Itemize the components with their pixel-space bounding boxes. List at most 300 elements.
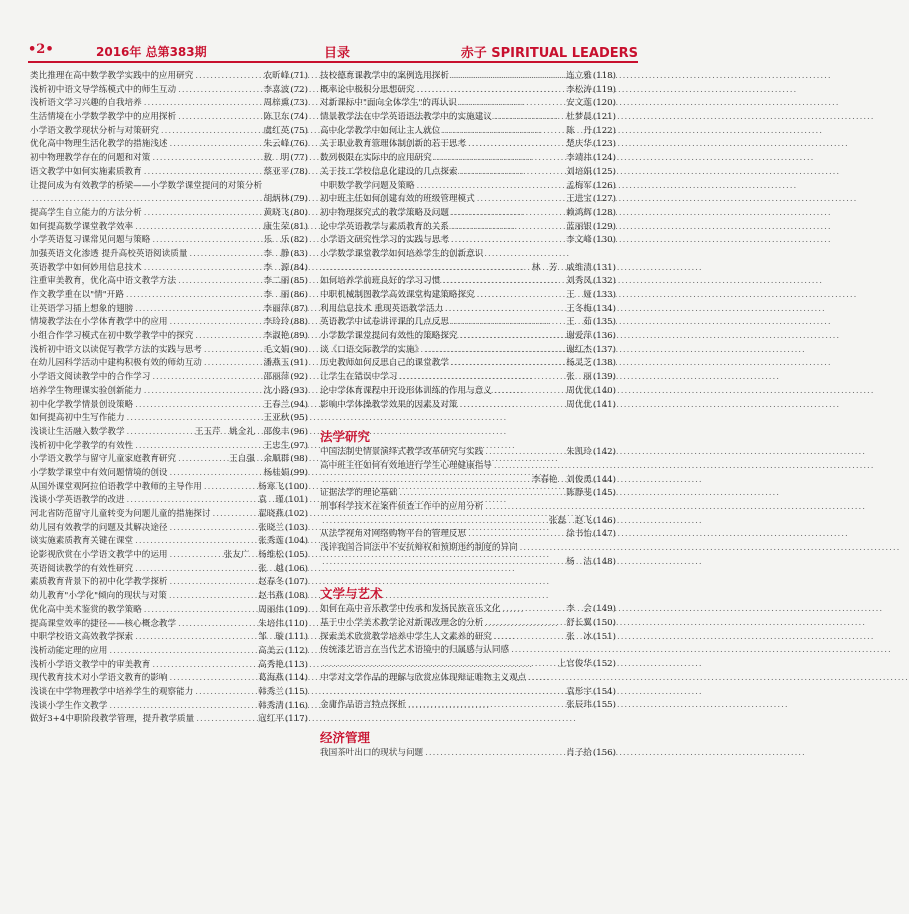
toc-entry xyxy=(30,412,308,426)
entry-leader-dots xyxy=(127,426,193,440)
entry-author: 李 源 xyxy=(263,262,290,273)
entry-page: (128) xyxy=(592,207,616,218)
entry-page: (93) xyxy=(290,385,308,396)
entry-page: (89) xyxy=(290,331,308,342)
toc-entry xyxy=(320,631,616,645)
toc-entry xyxy=(320,70,616,84)
toc-entry xyxy=(320,357,616,371)
entry-leader-dots xyxy=(161,125,262,139)
entry-leader-dots xyxy=(451,70,564,84)
entry-author: 王玉芹 姚全礼 邵俊丰 xyxy=(194,426,290,437)
entry-title: 让英语学习插上想象的翅膀 xyxy=(30,303,134,314)
entry-title: 刑事科学技术在案件侦查工作中的应用分析 xyxy=(320,501,484,512)
entry-title: 探索美术欣赏教学培养中学生人文素养的研究 xyxy=(320,631,492,642)
entry-leader-dots xyxy=(195,686,256,700)
entry-page: (155) xyxy=(592,700,616,711)
toc-entry xyxy=(30,549,308,563)
toc-entry xyxy=(30,453,308,467)
entry-title: 类比推理在高中数学教学实践中的应用研究 xyxy=(30,71,194,81)
entry-title: 小学语文阅读教学中的合作学习 xyxy=(30,372,151,383)
entry-page: (135) xyxy=(592,317,616,328)
arts-list xyxy=(320,603,616,713)
entry-title: 英语教学中试卷讲评课的几点反思 xyxy=(320,317,449,328)
toc-entry xyxy=(30,563,308,577)
entry-leader-dots xyxy=(135,440,261,454)
entry-page: (103) xyxy=(284,522,308,533)
toc-right-column xyxy=(320,70,616,761)
toc-entry xyxy=(320,460,616,474)
entry-author: 朱云峰 xyxy=(263,139,290,150)
entry-page: (106) xyxy=(284,563,308,574)
entry-leader-dots xyxy=(135,535,256,549)
entry-leader-dots xyxy=(135,303,261,317)
entry-title: 浅析语文学习兴趣的自我培养 xyxy=(30,98,142,109)
entry-page: (140) xyxy=(592,385,616,396)
entry-leader-dots xyxy=(460,399,565,413)
entry-page: (137) xyxy=(592,344,616,355)
entry-title: 小组合作学习模式在初中数学教学中的探究 xyxy=(30,331,194,342)
entry-leader-dots xyxy=(127,494,257,508)
entry-title: 如何提高数学课堂教学效率 xyxy=(30,221,134,232)
toc-entry xyxy=(30,508,308,522)
entry-author: 翟晓燕 xyxy=(258,509,284,519)
entry-leader-dots xyxy=(425,747,564,761)
entry-title: 浅析小学语文教学中的审美教育 xyxy=(30,659,151,670)
entry-author: 楚庆华 xyxy=(566,139,592,150)
entry-leader-dots xyxy=(528,672,614,686)
entry-title: 幼儿园有效教学的问题及其解决途径 xyxy=(30,522,168,533)
entry-page: (107) xyxy=(284,577,308,588)
entry-title: 浅析初中化学教学的有效性 xyxy=(30,440,134,451)
entry-leader-dots xyxy=(170,672,257,686)
toc-entry xyxy=(320,446,616,460)
entry-page: (118) xyxy=(592,71,616,81)
entry-title: 数列极限在实际中的应用研究 xyxy=(320,153,432,164)
toc-entry xyxy=(320,125,616,139)
entry-title: 英语阅读教学的有效性研究 xyxy=(30,563,134,574)
toc-entry xyxy=(30,344,308,358)
entry-page: (72) xyxy=(290,84,308,95)
entry-page: (73) xyxy=(290,98,308,109)
entry-title: 情景教学法在中学英语语法教学中的实施建议 xyxy=(320,112,492,123)
entry-title: 论中学体育课程中开设形体训练的作用与意义 xyxy=(320,385,492,396)
entry-title: 初中物理探究式的教学策略及问题 xyxy=(320,207,449,218)
toc-entry xyxy=(30,330,308,344)
toc-entry xyxy=(320,385,616,399)
entry-page: (131) xyxy=(592,262,616,273)
entry-page: (88) xyxy=(290,317,308,328)
toc-entry xyxy=(30,371,308,385)
entry-leader-dots xyxy=(212,508,256,522)
toc-entry xyxy=(320,344,616,358)
entry-author: 上官俊华 xyxy=(557,659,592,670)
entry-author: 王春兰 xyxy=(263,399,290,410)
entry-leader-dots xyxy=(195,330,261,344)
entry-page: (76) xyxy=(290,139,308,150)
entry-author: 李靖祎 xyxy=(566,153,592,164)
entry-page: (114) xyxy=(284,673,308,684)
toc-entry xyxy=(320,289,616,303)
entry-leader-dots xyxy=(170,522,257,536)
entry-title: 高中化学教学中如何让主人就位 xyxy=(320,125,441,136)
entry-page: (134) xyxy=(592,303,616,314)
entry-title: 小学数学课堂提问有效性的策略探究 xyxy=(320,331,458,342)
entry-author: 杜梦晨 xyxy=(566,112,592,123)
toc-entry xyxy=(320,111,616,125)
entry-title: 初中班主任如何创建有效的班级管理模式 xyxy=(320,194,475,205)
toc-entry xyxy=(320,528,616,542)
entry-title: 技校德育课教学中的案例选用探析 xyxy=(320,71,449,81)
entry-author: 张 冰 xyxy=(566,631,592,642)
entry-title: 从国外课堂观阿拉伯语教学中教师的主导作用 xyxy=(30,481,202,492)
toc-entry xyxy=(30,576,308,590)
entry-author: 王 茹 xyxy=(566,317,592,328)
entry-leader-dots xyxy=(204,357,262,371)
entry-author: 陈静斐 xyxy=(566,488,592,499)
entry-page: (74) xyxy=(290,112,308,123)
toc-entry xyxy=(30,481,308,495)
entry-page: (100) xyxy=(284,481,308,492)
toc-entry xyxy=(30,84,308,98)
entry-author: 张磊 赵飞 xyxy=(548,515,592,526)
entry-leader-dots xyxy=(178,111,261,125)
law-list xyxy=(320,446,616,569)
entry-leader-dots xyxy=(434,152,564,166)
entry-leader-dots xyxy=(442,125,564,139)
entry-leader-dots xyxy=(468,138,564,152)
toc-entry xyxy=(30,111,308,125)
header-rule xyxy=(28,61,638,63)
toc-entry xyxy=(320,303,616,317)
entry-page: (81) xyxy=(290,221,308,232)
section-title-econ: 经济管理 xyxy=(320,729,371,745)
entry-title: 英语教学中如何妙用信息技术 xyxy=(30,262,142,273)
entry-title: 利用信息技术 重现英语教学活力 xyxy=(320,303,444,314)
entry-author: 王 娅 xyxy=(566,290,592,300)
entry-page: (115) xyxy=(284,686,308,697)
entry-author: 陈 丹 xyxy=(566,125,592,136)
entry-leader-dots xyxy=(425,344,564,358)
entry-leader-dots xyxy=(152,152,261,166)
entry-author: 刘培娟 xyxy=(566,166,592,177)
entry-leader-dots xyxy=(322,515,547,529)
entry-page: (139) xyxy=(592,372,616,383)
entry-leader-dots xyxy=(144,385,262,399)
entry-leader-dots xyxy=(451,207,564,221)
entry-page: (144) xyxy=(592,474,616,485)
entry-leader-dots xyxy=(169,590,256,604)
toc-entry-title-line: 小学数学课堂教学如何培养学生的创新意识 xyxy=(320,248,484,259)
entry-title: 加强英语文化渗透 提升高校英语阅读质量 xyxy=(30,248,188,259)
toc-entry xyxy=(320,617,616,631)
entry-author: 敖 明 xyxy=(263,153,290,164)
entry-author: 寇红平 xyxy=(258,714,284,725)
entry-title: 让学生在错误中学习 xyxy=(320,372,398,383)
entry-title: 谈《口语交际教学的实施》 xyxy=(320,344,424,355)
toc-entry xyxy=(320,644,616,658)
entry-page: (152) xyxy=(592,659,616,670)
entry-author: 王忠生 xyxy=(263,440,290,451)
entry-leader-dots xyxy=(502,603,564,617)
entry-title: 传统漆艺语言在当代艺术语境中的归属感与认同感 xyxy=(320,645,510,656)
entry-title: 浅析初中语文以读促写教学方法的实践与思考 xyxy=(30,344,202,355)
entry-author: 潘燕玉 xyxy=(263,358,290,369)
entry-page: (150) xyxy=(592,618,616,629)
entry-title: 语文教学中如何实施素质教育 xyxy=(30,166,142,177)
entry-title: 如何提高初中生写作能力 xyxy=(30,413,125,424)
toc-entry xyxy=(30,138,308,152)
page-number: •2• xyxy=(28,42,54,57)
toc-entry xyxy=(320,193,616,207)
toc-entry xyxy=(30,590,308,604)
entry-author: 杨灵芝 xyxy=(566,358,592,369)
entry-author: 张友广 杨维松 xyxy=(223,550,284,561)
entry-author: 李 会 xyxy=(566,604,592,615)
entry-title: 我国茶叶出口的现状与问题 xyxy=(320,747,424,758)
entry-leader-dots xyxy=(451,357,564,371)
entry-page: (84) xyxy=(290,262,308,273)
toc-entry xyxy=(320,262,616,276)
entry-author: 徐书怡 xyxy=(566,529,592,540)
entry-title: 如何培养学前班良好的学习习惯 xyxy=(320,276,441,287)
toc-entry xyxy=(320,658,616,672)
entry-leader-dots xyxy=(178,453,227,467)
entry-title: 谈实施素质教育关键在课堂 xyxy=(30,536,134,547)
entry-title: 河北省防范留守儿童转变为问题儿童的措施探讨 xyxy=(30,509,211,519)
entry-author: 王冬梅 xyxy=(566,303,592,314)
entry-page: (132) xyxy=(592,276,616,287)
entry-leader-dots xyxy=(399,371,564,385)
entry-title: 浅谈小学生作文教学 xyxy=(30,700,108,711)
entry-page: (94) xyxy=(290,399,308,410)
entry-leader-dots xyxy=(170,576,257,590)
entry-author: 杨 洁 xyxy=(566,556,592,567)
toc-entry xyxy=(320,275,616,289)
entry-author: 谢爱萍 xyxy=(566,331,592,342)
entry-leader-dots xyxy=(477,193,564,207)
entry-author: 王亚秋 xyxy=(263,413,290,424)
entry-leader-dots xyxy=(460,330,565,344)
entry-leader-dots xyxy=(322,474,530,488)
toc-entry xyxy=(30,399,308,413)
entry-author: 朱凯玲 xyxy=(566,447,592,458)
entry-leader-dots xyxy=(178,618,256,632)
entry-author: 沈小路 xyxy=(263,385,290,396)
toc-entry xyxy=(30,686,308,700)
entry-author: 袁彤宇 xyxy=(566,686,592,697)
toc-entry xyxy=(30,125,308,139)
entry-leader-dots xyxy=(189,248,261,262)
entry-page: (145) xyxy=(592,488,616,499)
entry-leader-dots xyxy=(485,617,564,631)
entry-title: 从法学视角对网络购物平台的管理反思 xyxy=(320,529,467,540)
entry-author: 肖子拾 xyxy=(566,747,592,758)
toc-entry xyxy=(30,535,308,549)
entry-title: 影响中学体操教学效果的因素及对策 xyxy=(320,399,458,410)
entry-title: 情境教学法在小学体育教学中的应用 xyxy=(30,317,168,328)
entry-author: 李玲玲 xyxy=(263,317,290,328)
entry-page: (121) xyxy=(592,112,616,123)
entry-page: (154) xyxy=(592,686,616,697)
toc-entry xyxy=(30,426,308,440)
entry-leader-dots xyxy=(460,166,565,180)
entry-title: 中职机械制图教学高效课堂构建策略探究 xyxy=(320,290,475,300)
toc-entry xyxy=(320,686,616,700)
toc-entry xyxy=(320,330,616,344)
toc-entry xyxy=(320,542,616,556)
toc-entry xyxy=(30,152,308,166)
entry-leader-dots xyxy=(477,289,564,303)
entry-leader-dots xyxy=(417,180,565,194)
toc-entry xyxy=(320,84,616,98)
entry-author: 李文峰 xyxy=(566,235,592,246)
entry-title: 概率论中极积分思想研究 xyxy=(320,84,415,95)
entry-author: 赵书燕 xyxy=(258,591,284,602)
entry-page: (126) xyxy=(592,180,616,191)
entry-author: 安文莲 xyxy=(566,98,592,109)
entry-leader-dots xyxy=(322,556,564,570)
entry-page: (122) xyxy=(592,125,616,136)
toc-entry xyxy=(30,467,308,481)
entry-author: 高美云 xyxy=(258,645,284,656)
entry-leader-dots xyxy=(511,644,614,658)
entry-leader-dots xyxy=(451,234,564,248)
toc-entry xyxy=(30,604,308,618)
entry-page: (105) xyxy=(284,550,308,561)
entry-page: (142) xyxy=(592,447,616,458)
entry-page: (82) xyxy=(290,235,308,246)
entry-leader-dots xyxy=(144,97,262,111)
entry-leader-dots xyxy=(32,193,262,207)
entry-page: (78) xyxy=(290,166,308,177)
entry-title: 培养学生物理课实验创新能力 xyxy=(30,385,142,396)
entry-author: 陈卫东 xyxy=(263,112,290,123)
toc-entry xyxy=(320,672,616,686)
entry-title: 证据法学的理论基础 xyxy=(320,488,398,499)
entry-author: 谢红杰 xyxy=(566,344,592,355)
entry-page: (75) xyxy=(290,125,308,136)
entry-page: (77) xyxy=(290,153,308,164)
entry-author: 高秀艳 xyxy=(258,659,284,670)
entry-leader-dots xyxy=(494,385,564,399)
entry-author: 李 丽 xyxy=(263,290,290,300)
entry-author: 周优优 xyxy=(566,399,592,410)
entry-leader-dots xyxy=(494,460,614,474)
toc-entry xyxy=(30,713,308,727)
entry-title: 中职学校语文高效教学探索 xyxy=(30,632,134,643)
toc-entry xyxy=(320,371,616,385)
entry-title: 浅评我国合同法中不安抗辩权和预期违约制度的异同 xyxy=(320,543,518,553)
entry-title: 高中班主任如何有效地进行学生心理健康指导 xyxy=(320,460,492,471)
entry-author: 周梓熏 xyxy=(263,98,290,109)
entry-leader-dots xyxy=(152,371,261,385)
toc-entry xyxy=(320,138,616,152)
entry-page: (112) xyxy=(284,645,308,656)
toc-entry xyxy=(30,234,308,248)
entry-author: 孟梅军 xyxy=(566,180,592,191)
entry-leader-dots xyxy=(408,699,564,713)
entry-author: 王进宝 xyxy=(566,194,592,205)
entry-leader-dots xyxy=(135,631,256,645)
entry-title: 现代教育技术对小学语文教育的影响 xyxy=(30,673,168,684)
toc-entry xyxy=(320,603,616,617)
entry-author: 袁 瑾 xyxy=(258,495,284,506)
toc-entry xyxy=(320,699,616,713)
toc-entry xyxy=(320,501,616,515)
entry-leader-dots xyxy=(144,262,262,276)
entry-title: 优化高中美术鉴赏的教学策略 xyxy=(30,604,142,615)
entry-leader-dots xyxy=(152,659,256,673)
toc-entry xyxy=(30,262,308,276)
entry-title: 小学英语复习课常见问题与策略 xyxy=(30,235,151,246)
toc-right-list xyxy=(320,70,616,412)
entry-page: (80) xyxy=(290,207,308,218)
toc-entry xyxy=(320,487,616,501)
entry-author: 葛海燕 xyxy=(258,673,284,684)
toc-entry xyxy=(30,631,308,645)
entry-leader-dots xyxy=(399,487,564,501)
entry-author: 张 丽 xyxy=(566,372,592,383)
entry-page: (156) xyxy=(592,747,616,758)
toc-entry xyxy=(30,494,308,508)
entry-leader-dots xyxy=(204,344,262,358)
entry-author: 黄晓飞 xyxy=(263,207,290,218)
entry-author: 胡炳林 xyxy=(263,194,290,205)
entry-leader-dots xyxy=(144,207,262,221)
entry-leader-dots xyxy=(485,501,614,515)
entry-author: 李喜波 xyxy=(263,84,290,95)
entry-page: (147) xyxy=(592,529,616,540)
entry-leader-dots xyxy=(170,138,262,152)
toc-entry xyxy=(30,645,308,659)
entry-page: (148) xyxy=(592,556,616,567)
entry-title: 素质教育背景下的初中化学教学探析 xyxy=(30,577,168,588)
entry-title: 幼儿教育"小学化"倾向的现状与对策 xyxy=(30,591,167,602)
entry-author: 赖鸿辉 xyxy=(566,207,592,218)
entry-leader-dots xyxy=(322,686,564,700)
entry-page: (111) xyxy=(284,632,308,643)
entry-page: (117) xyxy=(284,714,308,725)
entry-leader-dots xyxy=(144,166,262,180)
entry-leader-dots xyxy=(417,84,565,98)
entry-page: (95) xyxy=(290,413,308,424)
entry-author: 邵丽萍 xyxy=(263,372,290,383)
entry-title: 浅析初中语文导学练模式中的师生互动 xyxy=(30,84,177,95)
entry-leader-dots xyxy=(170,316,262,330)
toc-entry xyxy=(30,659,308,673)
entry-author: 李二丽 xyxy=(263,276,290,287)
entry-title: 浅谈小学英语教学的改进 xyxy=(30,495,125,506)
toc-entry xyxy=(30,672,308,686)
entry-title: 中国法制史情景演绎式教学改革研究与实践 xyxy=(320,447,484,458)
entry-page: (151) xyxy=(592,631,616,642)
entry-title: 小学语文研究性学习的实践与思考 xyxy=(320,235,449,246)
entry-leader-dots xyxy=(445,303,564,317)
entry-page: (92) xyxy=(290,372,308,383)
entry-leader-dots xyxy=(152,234,261,248)
entry-title: 浅谈在中学物理教学中培养学生的观察能力 xyxy=(30,686,194,697)
section-title-law: 法学研究 xyxy=(320,429,371,445)
entry-leader-dots xyxy=(135,221,261,235)
entry-title: 论影视欣赏在小学语文教学中的运用 xyxy=(30,550,168,561)
entry-page: (101) xyxy=(284,495,308,506)
entry-title: 提高课堂效率的捷径——核心概念教学 xyxy=(30,618,177,629)
toc-entry xyxy=(30,221,308,235)
toc-entry xyxy=(30,385,308,399)
entry-leader-dots xyxy=(135,563,256,577)
entry-leader-dots xyxy=(109,645,256,659)
toc-entry-title-line: 让提问成为有效教学的桥梁——小学数学课堂提问的对策分析 xyxy=(30,180,263,191)
